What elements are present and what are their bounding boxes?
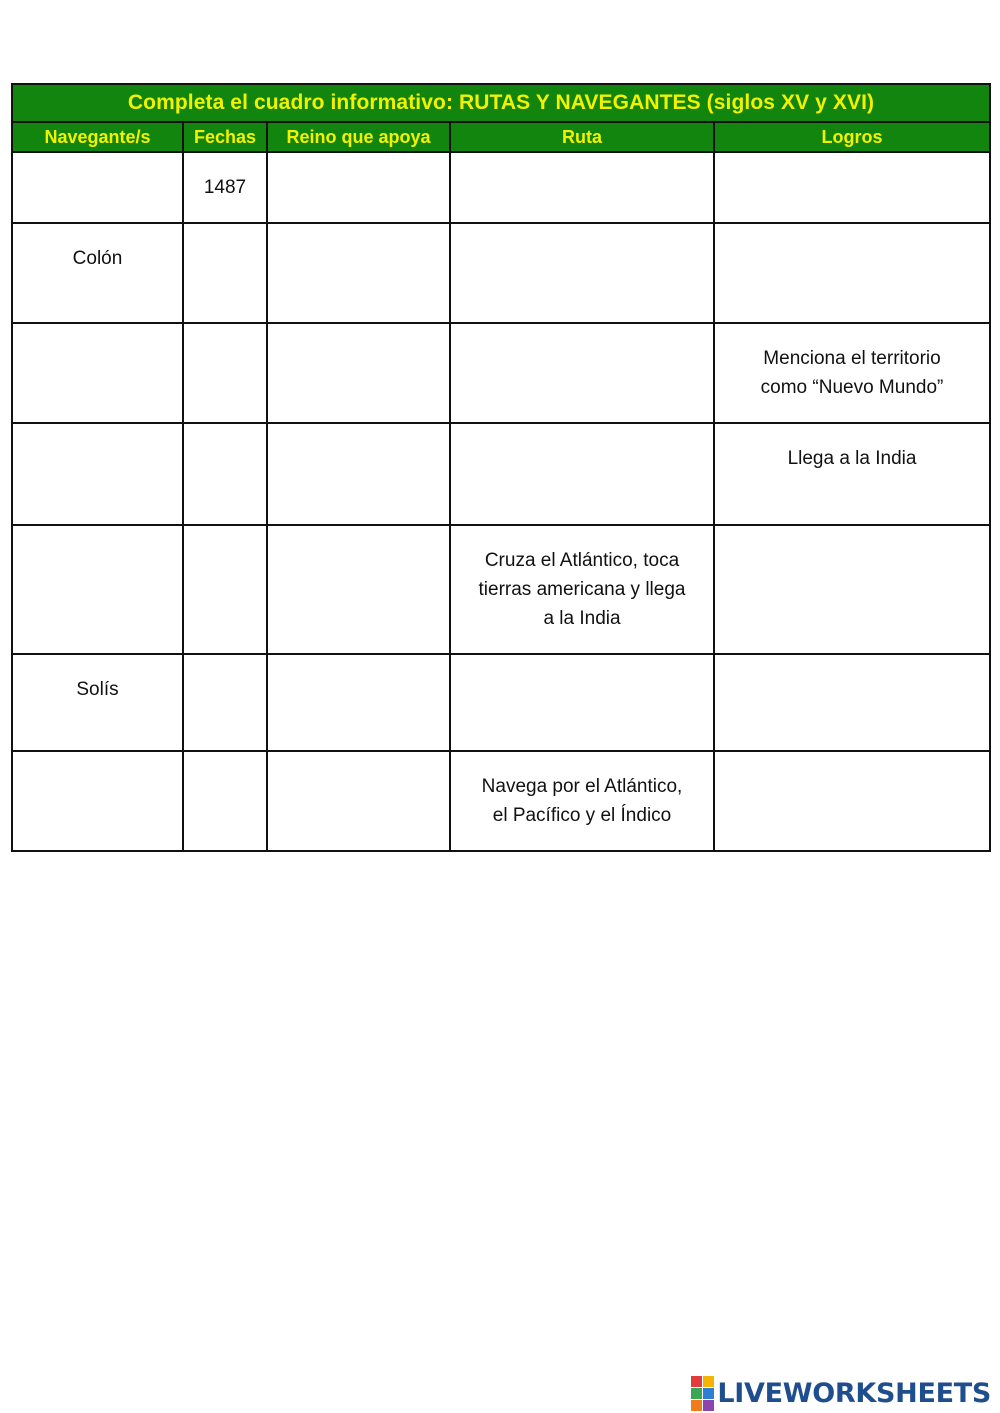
answer-field[interactable] (13, 153, 182, 213)
cell-logros[interactable] (714, 423, 990, 525)
cell-fechas[interactable] (183, 223, 267, 323)
cell-text: Solís (76, 679, 119, 700)
cell-logros[interactable] (714, 223, 990, 323)
cell-navegante[interactable] (12, 152, 183, 223)
table-body (12, 152, 990, 851)
answer-field[interactable] (451, 424, 713, 484)
answer-field[interactable] (715, 153, 989, 213)
cell-fechas[interactable] (183, 152, 267, 223)
column-header-ruta: Ruta (450, 122, 714, 152)
answer-field[interactable] (184, 324, 266, 384)
answer-field[interactable] (184, 224, 266, 284)
cell-ruta[interactable] (450, 152, 714, 223)
cell-reino[interactable] (267, 654, 450, 751)
cell-fechas[interactable] (183, 751, 267, 851)
cell-ruta[interactable] (450, 423, 714, 525)
cell-reino[interactable] (267, 423, 450, 525)
brand-wordmark: LIVEWORKSHEETS (717, 1377, 991, 1409)
answer-field[interactable] (13, 526, 182, 586)
cell-text: Colón (72, 248, 123, 269)
answer-field[interactable] (451, 655, 713, 715)
cell-reino[interactable] (267, 525, 450, 654)
cell-ruta[interactable] (450, 223, 714, 323)
answer-field[interactable] (13, 424, 182, 484)
cell-reino[interactable] (267, 152, 450, 223)
cell-navegante[interactable] (12, 751, 183, 851)
answer-field[interactable] (451, 324, 713, 384)
table-row (12, 323, 990, 423)
worksheet-title: Completa el cuadro informativo: RUTAS Y NAVEGANTES (siglos XV y XVI) (12, 84, 990, 122)
table-row (12, 654, 990, 751)
answer-field[interactable] (184, 424, 266, 484)
answer-field[interactable] (268, 752, 449, 812)
table-row (12, 152, 990, 223)
table-row (12, 223, 990, 323)
answer-field[interactable] (268, 655, 449, 715)
column-header-fechas: Fechas (183, 122, 267, 152)
cell-logros[interactable] (714, 152, 990, 223)
answer-field[interactable] (184, 526, 266, 586)
cell-fechas[interactable] (183, 423, 267, 525)
answer-field[interactable] (268, 526, 449, 586)
cell-ruta[interactable] (450, 323, 714, 423)
column-header-reino: Reino que apoya (267, 122, 450, 152)
answer-field[interactable] (451, 224, 713, 284)
cell-fechas[interactable] (183, 654, 267, 751)
cell-reino[interactable] (267, 223, 450, 323)
cell-ruta[interactable] (450, 751, 714, 851)
cell-text: Cruza el Atlántico, toca tierras americana y llega a la India (478, 550, 686, 629)
cell-logros[interactable] (714, 751, 990, 851)
answer-field[interactable] (184, 655, 266, 715)
answer-field[interactable] (715, 526, 989, 586)
cell-fechas[interactable] (183, 323, 267, 423)
answer-field[interactable] (715, 224, 989, 284)
answer-field[interactable] (715, 752, 989, 812)
column-header-navegante: Navegante/s (12, 122, 183, 152)
answer-field[interactable] (451, 153, 713, 213)
cell-logros[interactable] (714, 323, 990, 423)
answer-field[interactable] (268, 153, 449, 213)
cell-text: Llega a la India (787, 448, 917, 469)
cell-logros[interactable] (714, 654, 990, 751)
column-header-logros: Logros (714, 122, 990, 152)
cell-reino[interactable] (267, 323, 450, 423)
cell-text: 1487 (203, 177, 247, 198)
answer-field[interactable] (268, 224, 449, 284)
cell-reino[interactable] (267, 751, 450, 851)
cell-navegante[interactable] (12, 223, 183, 323)
cell-ruta[interactable] (450, 654, 714, 751)
cell-fechas[interactable] (183, 525, 267, 654)
cell-ruta[interactable] (450, 525, 714, 654)
table-row (12, 751, 990, 851)
answer-field[interactable] (715, 655, 989, 715)
liveworksheets-brand (691, 1377, 991, 1409)
navigators-table (11, 83, 991, 852)
cell-text: Menciona el territorio como “Nuevo Mundo” (760, 348, 944, 398)
table-row (12, 525, 990, 654)
cell-logros[interactable] (714, 525, 990, 654)
table-row (12, 423, 990, 525)
answer-field[interactable] (13, 324, 182, 384)
answer-field[interactable] (268, 324, 449, 384)
liveworksheets-logo-icon (691, 1376, 714, 1411)
answer-field[interactable] (184, 752, 266, 812)
cell-text: Navega por el Atlántico, el Pacífico y el Índico (481, 776, 683, 826)
answer-field[interactable] (13, 752, 182, 812)
answer-field[interactable] (268, 424, 449, 484)
cell-navegante[interactable] (12, 423, 183, 525)
cell-navegante[interactable] (12, 654, 183, 751)
cell-navegante[interactable] (12, 323, 183, 423)
cell-navegante[interactable] (12, 525, 183, 654)
